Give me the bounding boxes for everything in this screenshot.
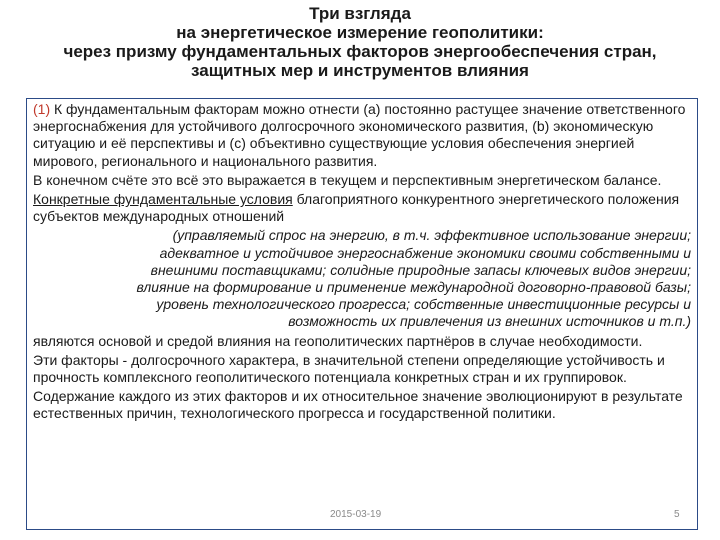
content-box [26,98,698,530]
footer-date: 2015-03-19 [330,509,382,520]
title-line-4: защитных мер и инструментов влияния [191,61,529,80]
slide-number: 5 [674,509,680,520]
para1-lead: К фундаментальным факторам [50,101,259,117]
paragraph-long-term-factors: Эти факторы - долгосрочного характера, в значительной степени определяющие устойчивость и прочность комплексного геополитического потенциала конкретных стран и их группировок. [33,351,665,386]
title-line-1: Три взгляда [309,4,411,23]
italic-line: (управляемый спрос на энергию, в т.ч. эффективное использование энергии; [172,227,691,244]
para1-rest: можно отнести (a) постоянно растущее значение ответственного энергоснабжения для устойчивого долгосрочного экономического развития, (b) экономическую ситуацию и её перспективы и (c) объективно существующие условия обеспечения энергией мирового, регионального и национального развития. [33,101,686,169]
para3-rest: благоприятного конкурентного энергетического положения субъектов международных отношений [33,191,680,225]
italic-line: уровень технологического прогресса; собственные инвестиционные ресурсы и [156,296,691,313]
italic-list [33,227,691,330]
paragraph-basis-of-influence: являются основой и средой влияния на геополитических партнёров в случае необходимости. [33,332,643,349]
item-number: (1) [33,101,51,117]
italic-line: внешними поставщиками; солидные природные запасы ключевых видов энергии; [150,261,691,278]
italic-line: адекватное и устойчивое энергоснабжение экономики своими собственными и [159,244,691,261]
title-line-2: на энергетическое измерение геополитики: [176,23,544,42]
italic-line: возможность их привлечения из внешних источников и т.п.) [288,313,691,330]
paragraph-fundamental-factors [33,101,691,170]
paragraph-energy-balance: В конечном счёте это всё это выражается в текущем и перспективным энергетическом балансе. [33,171,662,188]
slide-title [0,4,720,80]
title-line-3: через призму фундаментальных факторов энергообеспечения стран, [63,42,657,61]
italic-line: влияние на формирование и применение международной договорно-правовой базы; [136,279,691,296]
paragraph-evolution: Содержание каждого из этих факторов и их относительное значение эволюционируют в результате естественных причин, технологического прогресса и государственной политики. [33,388,683,422]
underlined-phrase: Конкретные фундаментальные условия [33,191,293,208]
paragraph-concrete-conditions [33,191,691,225]
